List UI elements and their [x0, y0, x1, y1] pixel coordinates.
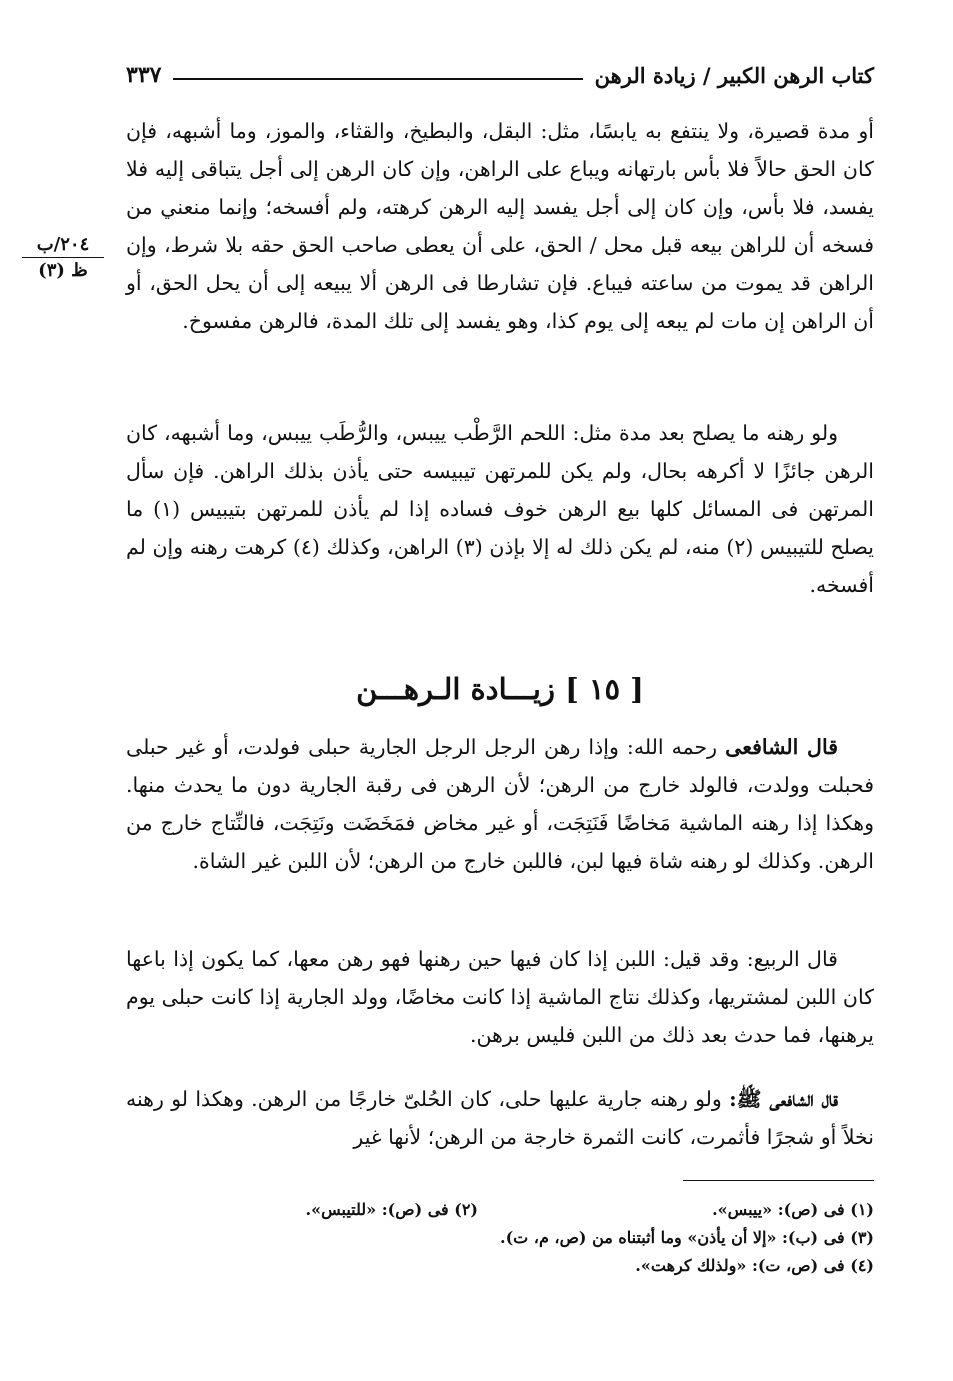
paragraph-text: قال الربيع: وقد قيل: اللبن إذا كان فيها حين رهنها فهو رهن معها، كما يكون إذا باعها كان اللبن لمشتريها، وكذلك نتاج الماشية إذا كانت مخاضًا، وولد الجارية إذا كانت حبلى يوم يرهنها، فما حدث بعد ذلك من اللبن فليس برهن. — [126, 947, 874, 1047]
paragraph-shafii-jewelry — [126, 1080, 874, 1156]
speaker-label: قال الشافعى ﷺ: — [729, 1087, 838, 1111]
speaker-label: قال الشافعى — [725, 735, 838, 759]
paragraph-shafii-offspring — [126, 728, 874, 880]
margin-note-folio: ٢٠٤/ب — [22, 234, 104, 258]
paragraph-drying — [126, 414, 874, 604]
page-number: ٣٣٧ — [126, 62, 162, 88]
footnote-row — [240, 1252, 874, 1280]
header-rule — [173, 78, 582, 80]
paragraph-continuation — [126, 112, 874, 340]
running-title: كتاب الرهن الكبير / زيادة الرهن — [594, 62, 874, 88]
footnote-row — [240, 1196, 874, 1224]
paragraph-text: ولو رهنه ما يصلح بعد مدة مثل: اللحم الرَّطْب ييبس، والرُّطَب ييبس، وما أشبهه، كان الرهن جائزًا لا أكرهه بحال، ولم يكن للمرتهن تيبيسه حتى يأذن بذلك الراهن. فإن سأل المرتهن فى المسائل كلها بيع الرهن خوف فساده إذا لم يأذن للمرتهن بتيبيس (١) ما يصلح للتيبيس (٢) منه، لم يكن ذلك له إلا بإذن (٣) الراهن، وكذلك (٤) كرهت رهنه وإن لم أفسخه. — [126, 421, 874, 597]
chapter-heading: [ ١٥ ] زيـــادة الـرهـــن — [356, 672, 644, 706]
paragraph-text: أو مدة قصيرة، ولا ينتفع به يابسًا، مثل: البقل، والبطيخ، والقثاء، والموز، وما أشبهه، فإن كان الحق حالاً فلا بأس بارتهانه ويباع على الراهن، وإن كان الرهن إلى أجل يتباقى إليه فلا يفسد، فلا بأس، وإن كان إلى أجل يفسد إليه الرهن كرهته، ولم أفسخه؛ وإنما منعني من فسخه أن للراهن بيعه قبل محل / الحق، على أن يعطى صاحب الحق حقه بلا شرط، وإن الراهن قد يموت من ساعته فيباع. فإن تشارطا فى الرهن ألا يبيعه إلى أن يحل الحق، أو أن الراهن إن مات لم يبعه إلى يوم كذا، وهو يفسد إلى تلك المدة، فالرهن مفسوخ. — [126, 119, 874, 333]
footnote-row — [240, 1224, 874, 1252]
footnote-2: (٢) فى (ص): «للتيبس». — [305, 1200, 478, 1219]
footnote-rule — [683, 1180, 874, 1181]
margin-note — [22, 234, 104, 281]
paragraph-rabi — [126, 940, 874, 1054]
margin-note-manuscript: ظ (٣) — [38, 260, 88, 281]
footnote-1: (١) فى (ص): «ييبس». — [712, 1200, 874, 1219]
paragraph-text: ولو رهنه جارية عليها حلى، كان الحُلىّ خارجًا من الرهن. وهكذا لو رهنه نخلاً أو شجرًا فأثمرت، كانت الثمرة خارجة من الرهن؛ لأنها غير — [126, 1087, 874, 1149]
paragraph-text: رحمه الله: وإذا رهن الرجل الرجل الجارية حبلى فولدت، أو غير حبلى فحبلت وولدت، فالولد خارج من الرهن؛ لأن الرهن فى رقبة الجارية دون ما يحدث منها. وهكذا إذا رهنه الماشية مَخاضًا فَنَتِجَت، أو غير مخاض فمَخَضَت ونَتِجَت، فالنِّتاج خارج من الرهن. وكذلك لو رهنه شاة فيها لبن، فاللبن خارج من الرهن؛ لأن اللبن غير الشاة. — [126, 735, 874, 873]
footnote-3: (٣) فى (ب): «إلا أن يأذن» وما أثبتناه من (ص، م، ت). — [500, 1228, 874, 1247]
footnotes — [240, 1196, 874, 1280]
footnote-4: (٤) فى (ص، ت): «ولذلك كرهت». — [635, 1256, 874, 1275]
page-header — [126, 58, 874, 92]
